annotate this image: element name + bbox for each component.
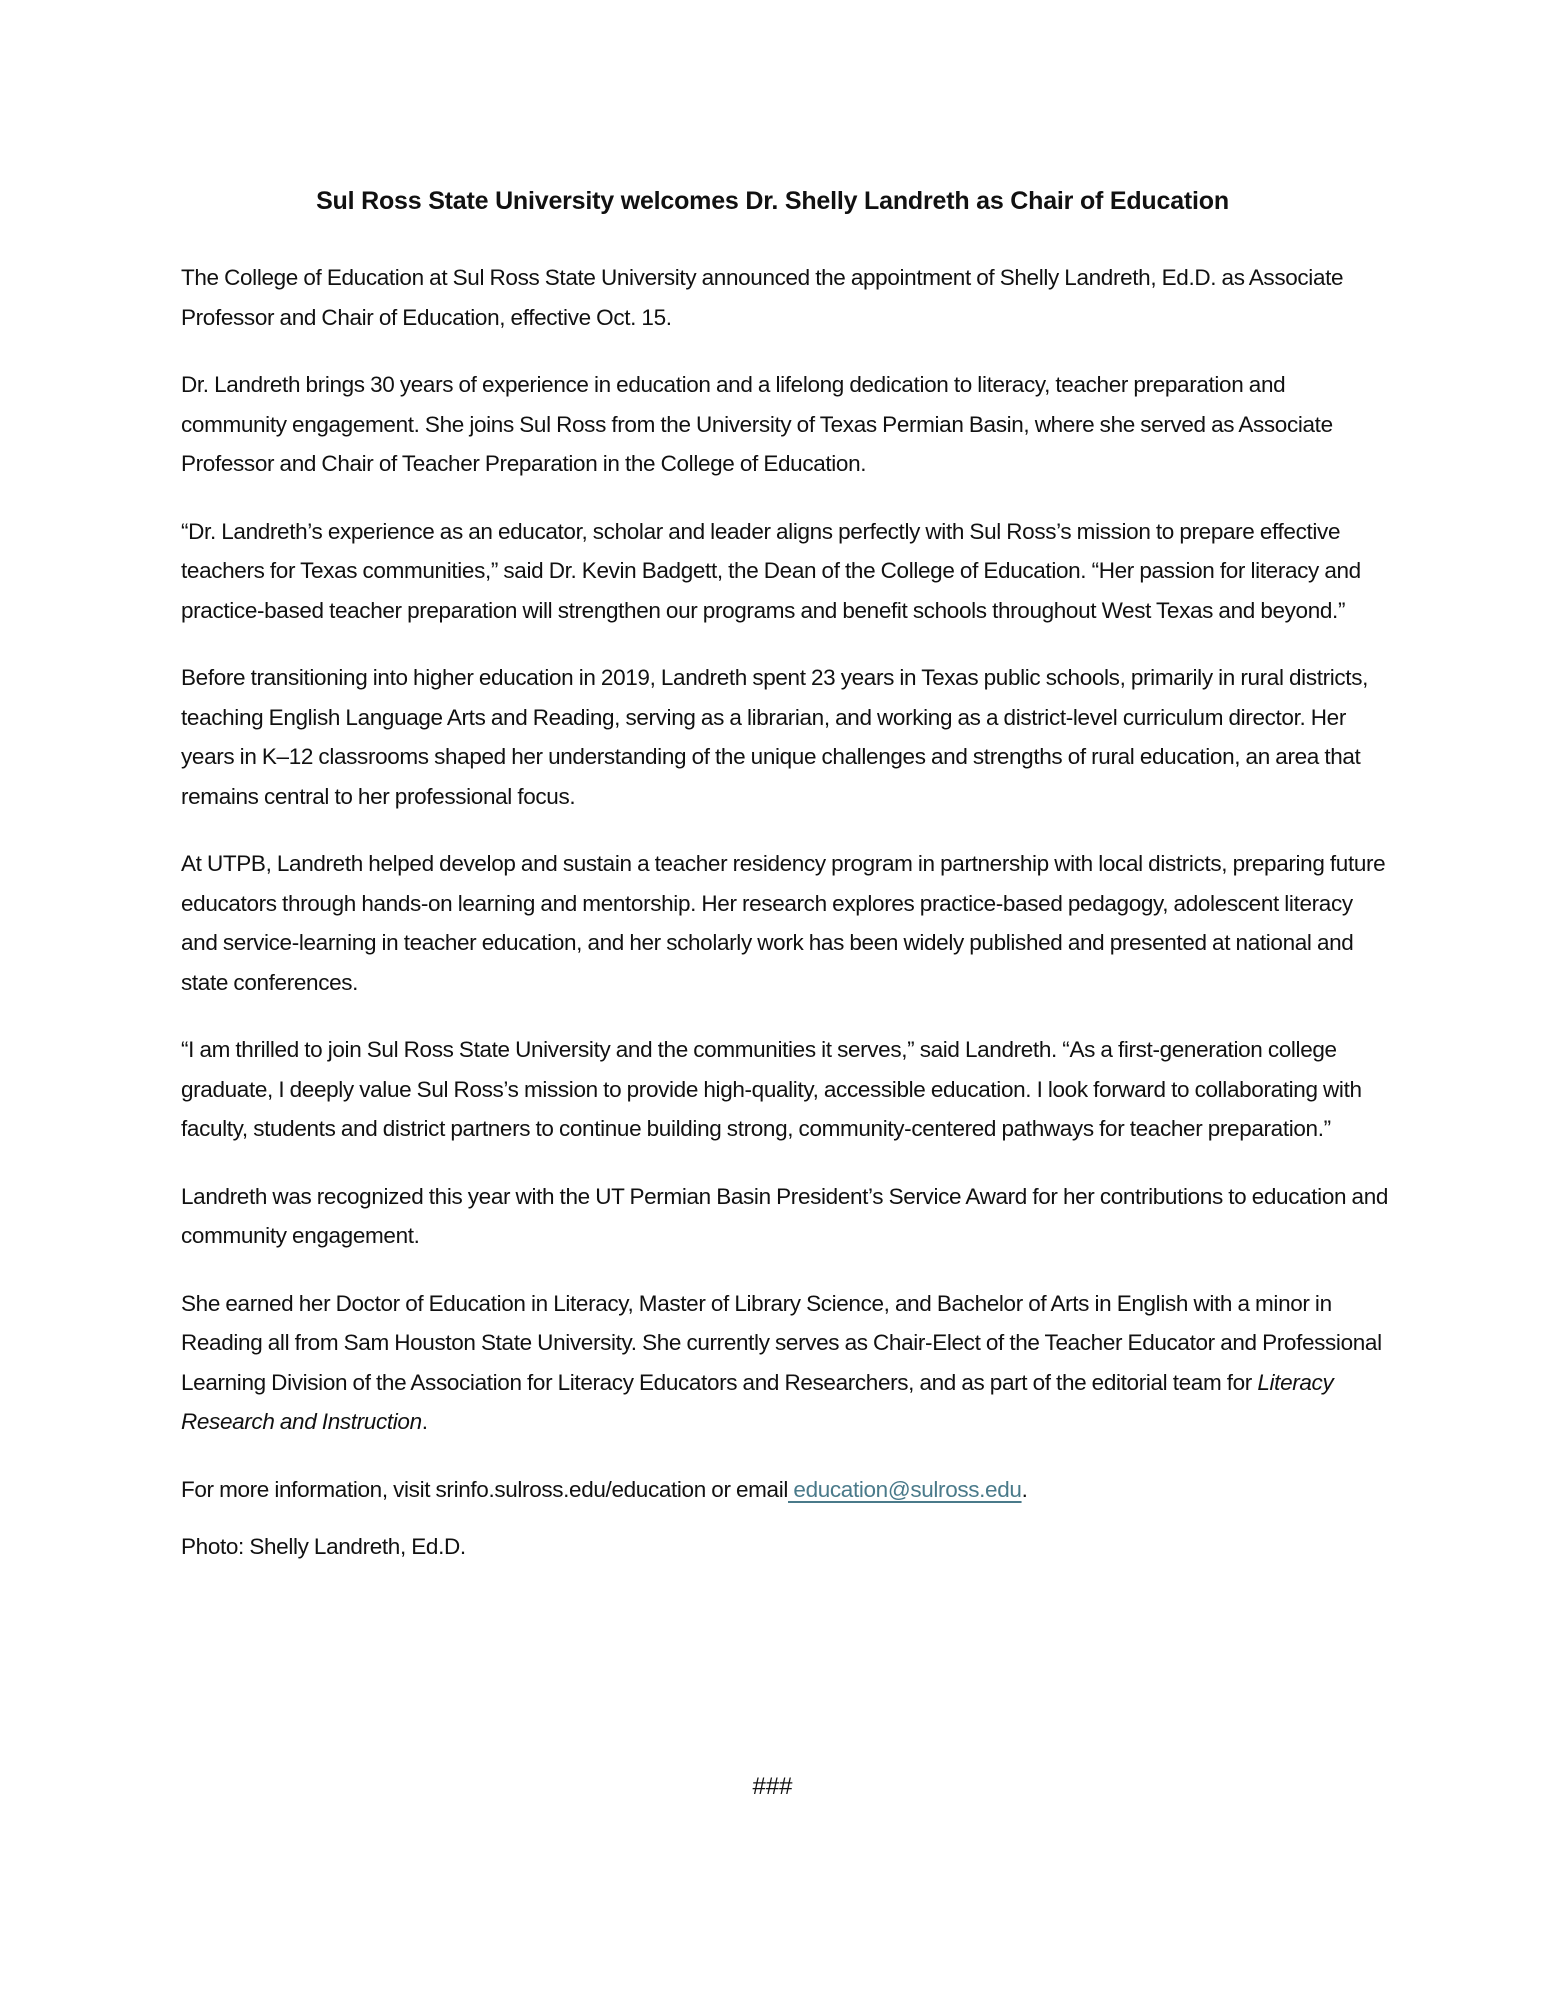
paragraph-dean-quote: “Dr. Landreth’s experience as an educator, scholar and leader aligns perfectly with Sul Ross’s mission to prepare effective teachers for Texas communities,” said Dr. Kevin Badgett, the Dean of the College of Education. “Her passion for literacy and practice-based teacher preparation will strengthen our programs and benefit schools throughout West Texas and beyond.” — [181, 518, 1361, 623]
paragraph-landreth-quote: “I am thrilled to join Sul Ross State University and the communities it serves,” said Landreth. “As a first-generation college graduate, I deeply value Sul Ross’s mission to provide high-quality, accessible education. I look forward to collaborating with faculty, students and district partners to continue building strong, community-centered pathways for teacher preparation.” — [181, 1037, 1362, 1141]
journal-title: Literacy Research and Instruction — [181, 1369, 1334, 1434]
document-body — [181, 258, 1391, 1595]
photo-caption: Photo: Shelly Landreth, Ed.D. — [181, 1534, 466, 1559]
paragraph-award: Landreth was recognized this year with the UT Permian Basin President’s Service Award for her contributions to education and community engagement. — [181, 1183, 1389, 1248]
paragraph-experience: Dr. Landreth brings 30 years of experience in education and a lifelong dedication to literacy, teacher preparation and community engagement. She joins Sul Ross from the University of Texas Permian Basin, where she served as Associate Professor and Chair of Teacher Preparation in the College of Education. — [181, 372, 1333, 476]
education-end: . — [421, 1409, 428, 1434]
contact-text: For more information, visit srinfo.sulross.edu/education or email — [181, 1476, 789, 1502]
paragraph-education — [181, 1284, 1391, 1442]
paragraph-background: Before transitioning into higher education in 2019, Landreth spent 23 years in Texas public schools, primarily in rural districts, teaching English Language Arts and Reading, serving as a librarian, and working as a district-level curriculum director. Her years in K–12 classrooms shaped her understanding of the unique challenges and strengths of rural education, an area that remains central to her professional focus. — [181, 665, 1369, 809]
end-mark: ### — [752, 1773, 793, 1800]
paragraph-contact — [181, 1470, 1391, 1510]
education-text: She earned her Doctor of Education in Literacy, Master of Library Science, and Bachelor of Arts in English with a minor in Reading all from Sam Houston State University. She currently serves as Chair-Elect of the Teacher Educator and Professional Learning Division of the Association for Literacy Educators and Researchers, and as part of the editorial team for — [181, 1290, 1382, 1395]
email-link[interactable]: education@sulross.edu — [788, 1476, 1022, 1502]
paragraph-utpb: At UTPB, Landreth helped develop and sustain a teacher residency program in partnership with local districts, preparing future educators through hands-on learning and mentorship. Her research explores practice-based pedagogy, adolescent literacy and service-learning in teacher education, and her scholarly work has been widely published and presented at national and state conferences. — [181, 851, 1386, 995]
paragraph-announcement: The College of Education at Sul Ross State University announced the appointment of Shelly Landreth, Ed.D. as Associate Professor and Chair of Education, effective Oct. 15. — [181, 265, 1344, 330]
document-title: Sul Ross State University welcomes Dr. Shelly Landreth as Chair of Education — [316, 187, 1229, 215]
contact-end: . — [1021, 1476, 1028, 1502]
